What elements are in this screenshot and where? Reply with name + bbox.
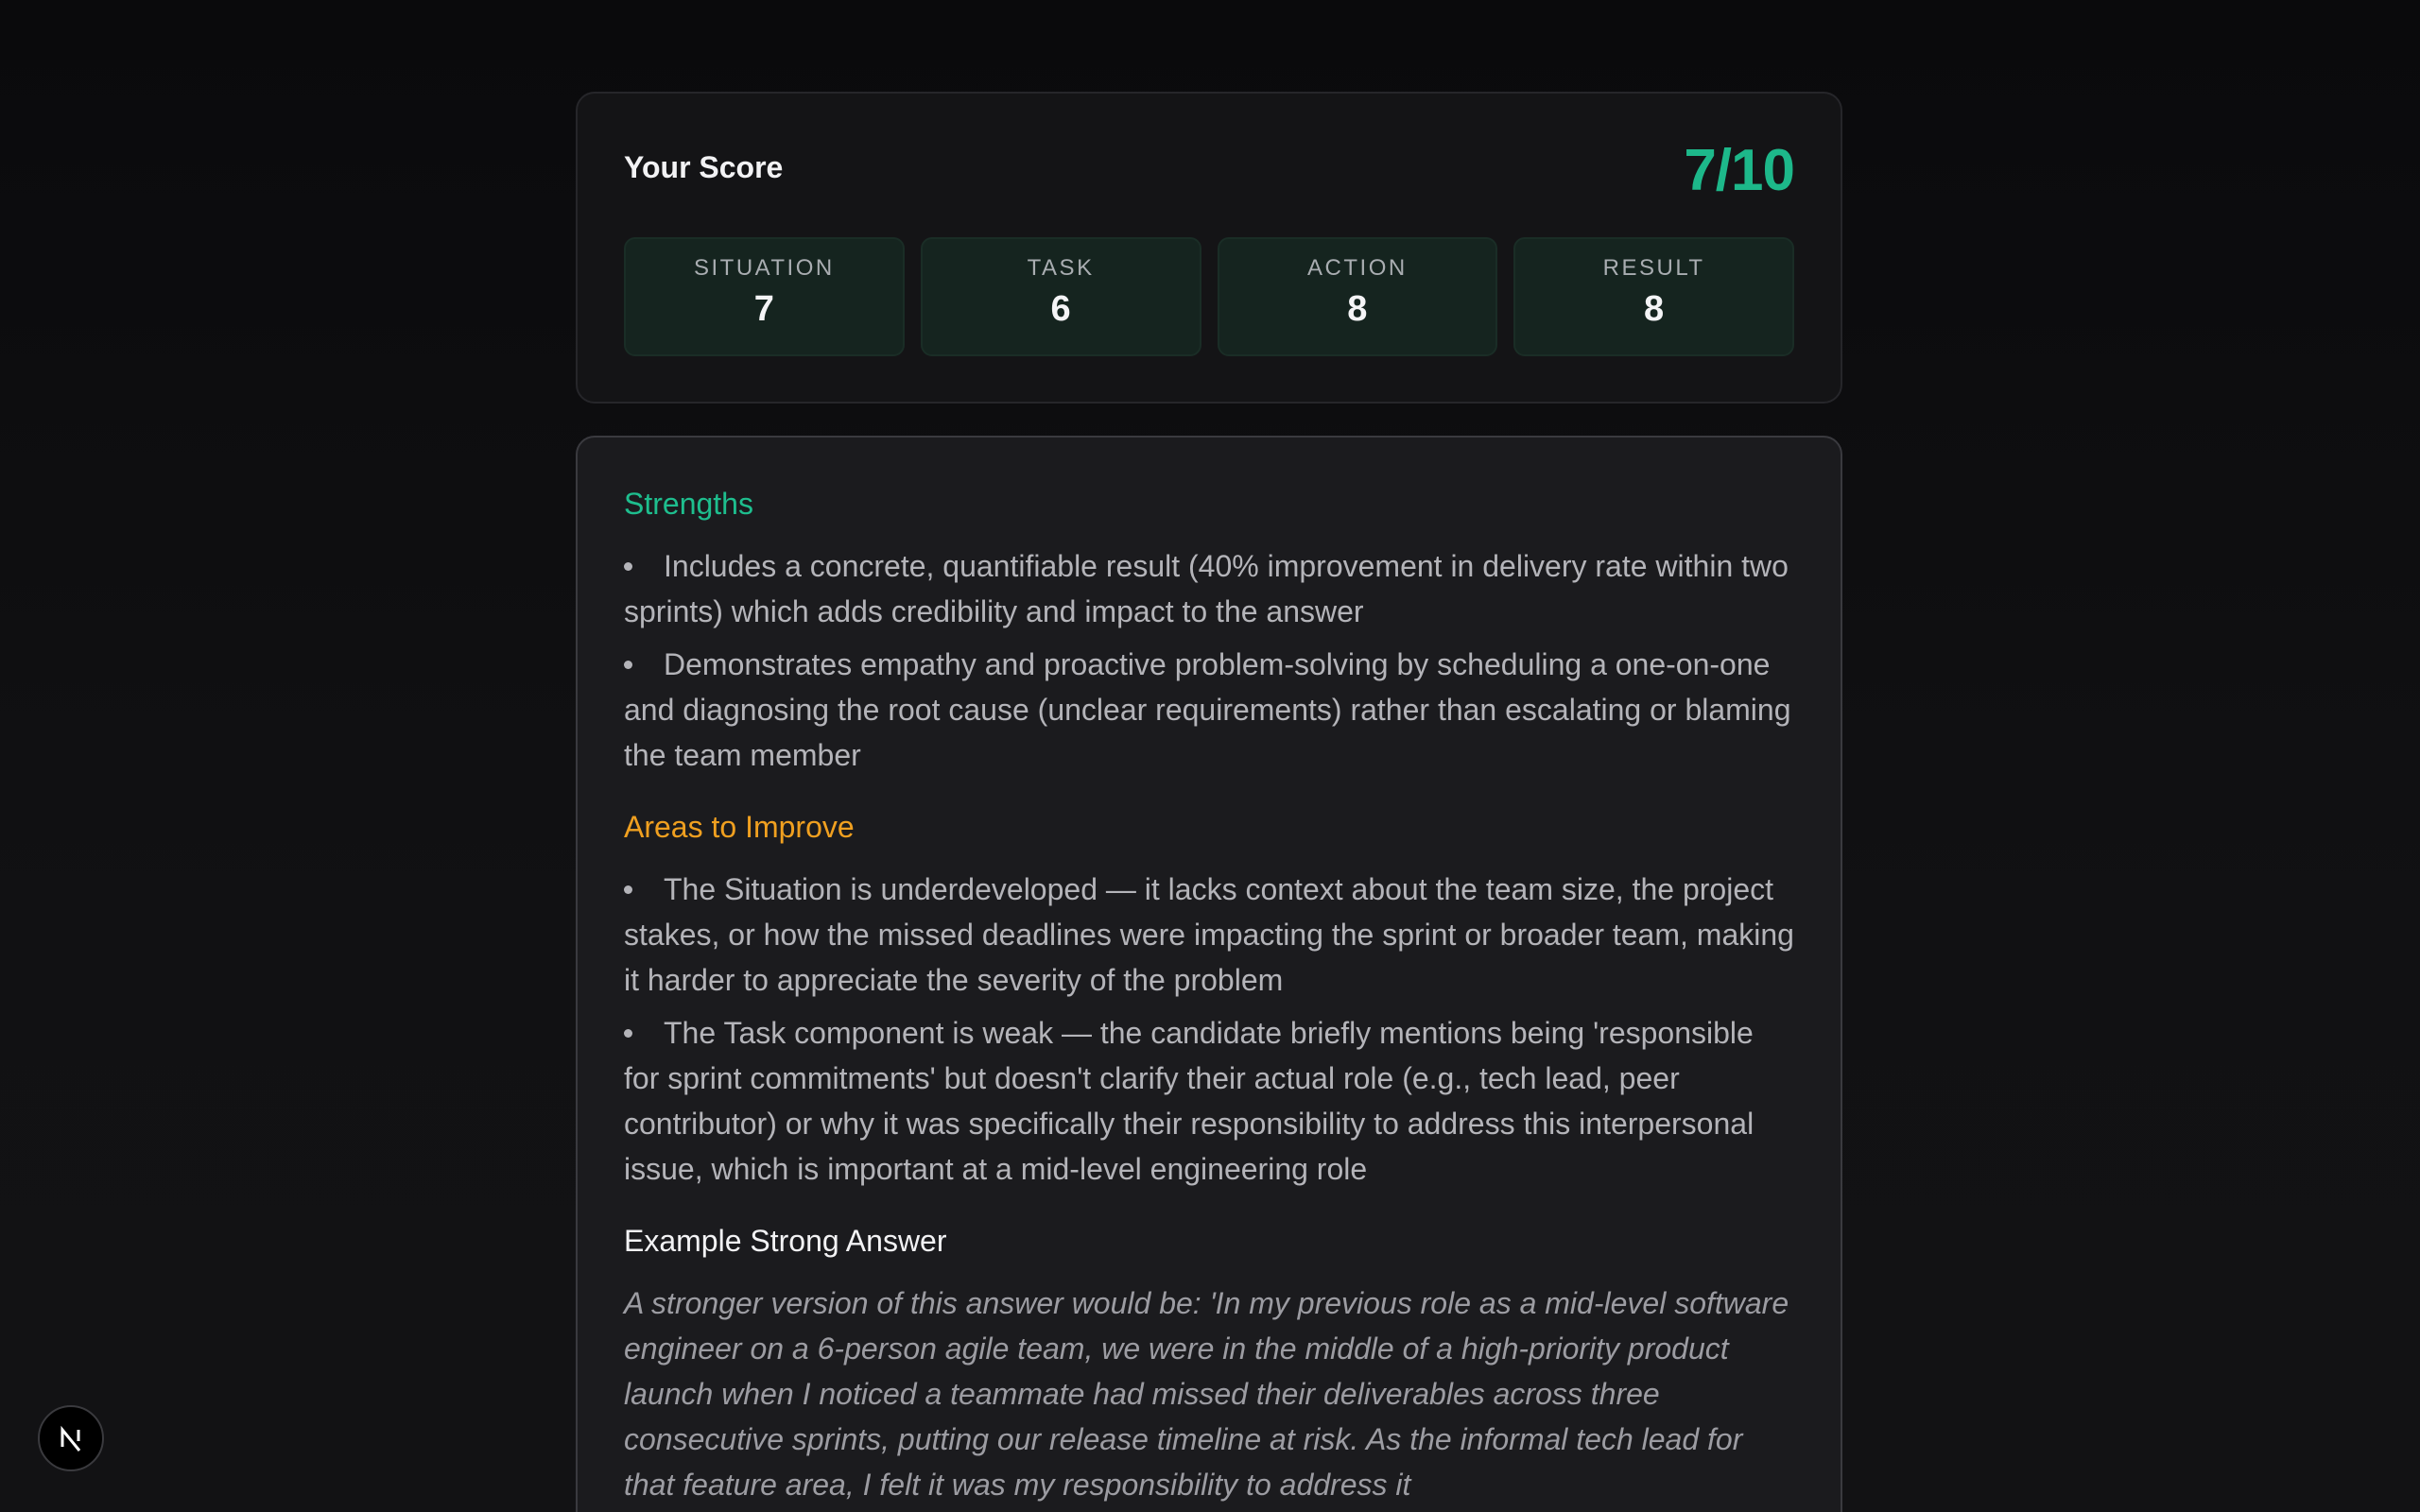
metric-task — [921, 237, 1201, 356]
star-metrics — [624, 237, 1794, 356]
nextjs-logo-icon[interactable] — [38, 1405, 104, 1471]
metric-value: 8 — [1347, 289, 1368, 329]
strengths-heading: Strengths — [624, 487, 753, 521]
score-title: Your Score — [624, 150, 784, 184]
metric-value: 6 — [1050, 289, 1071, 329]
metric-value: 8 — [1644, 289, 1665, 329]
metric-label: RESULT — [1602, 255, 1705, 281]
score-header — [624, 138, 1794, 216]
strengths-list — [624, 543, 1795, 778]
improve-item: The Task component is weak — the candidate briefly mentions being 'responsible for sprint commitments' but doesn't clarify their actual role (e.g., tech lead, peer contributor) or why it was specifically their responsibility to address this interpersonal issue, which is important at a mid-level engineering role — [624, 1010, 1795, 1192]
metric-label: TASK — [1027, 255, 1095, 281]
feedback-card — [576, 436, 1842, 1512]
example-heading: Example Strong Answer — [624, 1224, 947, 1258]
strength-item: Includes a concrete, quantifiable result (40% improvement in delivery rate within two sprints) which adds credibility and impact to the answer — [624, 543, 1795, 634]
metric-result — [1513, 237, 1794, 356]
overall-score: 7/10 — [1684, 138, 1794, 203]
strength-item: Demonstrates empathy and proactive problem-solving by scheduling a one-on-one and diagnosing the root cause (unclear requirements) rather than escalating or blaming the team member — [624, 642, 1795, 778]
improve-list — [624, 867, 1795, 1192]
score-card — [576, 92, 1842, 404]
metric-value: 7 — [753, 289, 774, 329]
example-answer: A stronger version of this answer would be: 'In my previous role as a mid-level software engineer on a 6-person agile team, we were in the middle of a high-priority product launch when I noticed a teammate had missed their deliverables across three consecutive sprints, putting our release timeline at risk. As the informal tech lead for that feature area, I felt it was my responsibility to address it — [624, 1286, 1789, 1502]
metric-label: ACTION — [1307, 255, 1408, 281]
metric-action — [1218, 237, 1498, 356]
metric-label: SITUATION — [694, 255, 835, 281]
metric-situation — [624, 237, 905, 356]
nextjs-logo-glyph — [54, 1421, 88, 1455]
improve-heading: Areas to Improve — [624, 810, 855, 844]
improve-item: The Situation is underdeveloped — it lacks context about the team size, the project stakes, or how the missed deadlines were impacting the sprint or broader team, making it harder to appreciate the severity of the problem — [624, 867, 1795, 1003]
